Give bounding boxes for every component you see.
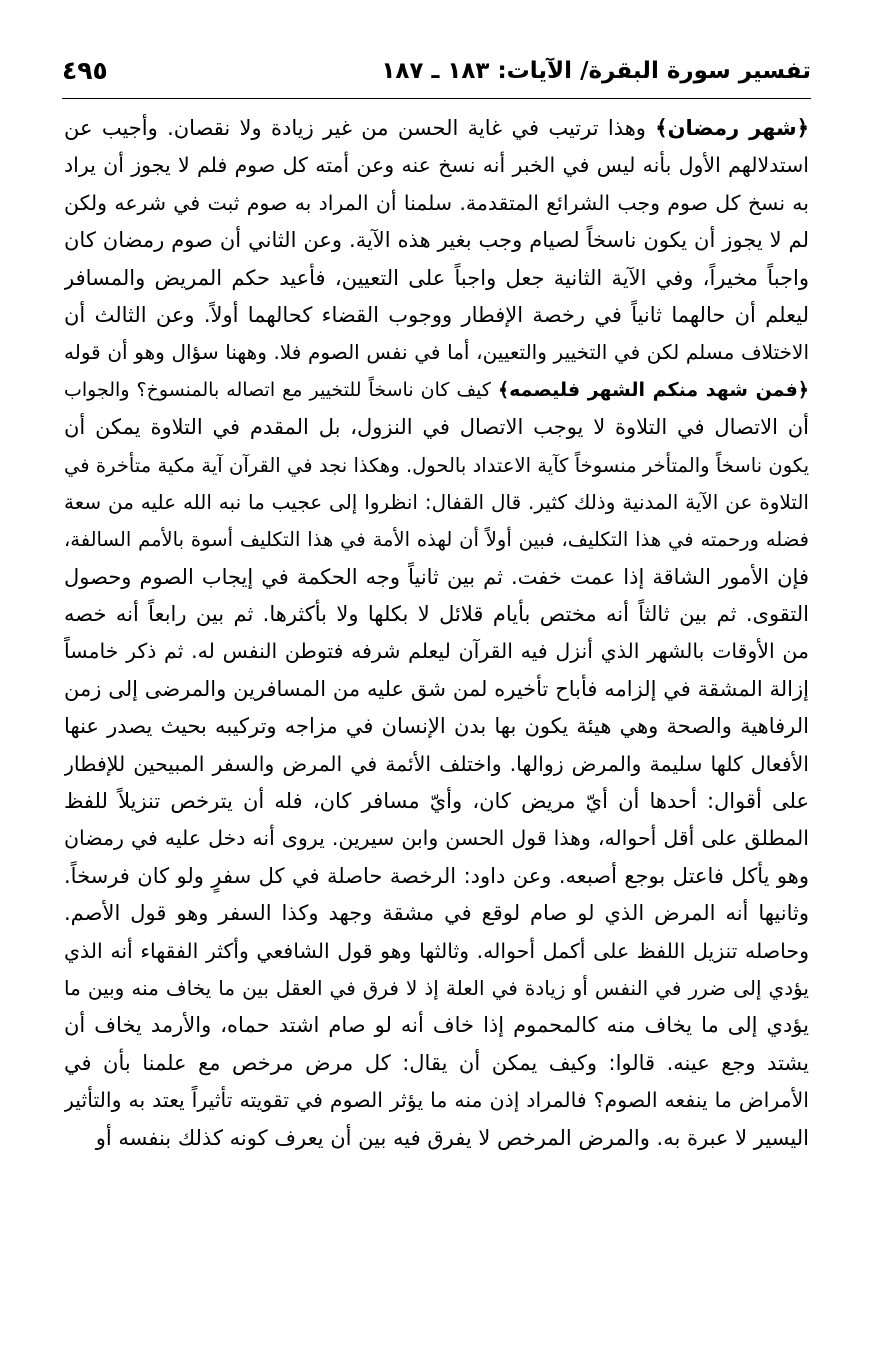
- text-line: [64, 933, 809, 970]
- line-text: التقوى. ثم بين ثالثاً أنه مختص بأيام قلائل لا بكلها ولا بأكثرها. ثم بين رابعاً أنه خصه: [64, 602, 809, 627]
- quran-quote: ﴿فمن شهد منكم الشهر فليصمه﴾: [498, 378, 809, 401]
- text-line: [64, 447, 809, 484]
- text-line: [64, 147, 809, 184]
- line-text: من الأوقات بالشهر الذي أنزل فيه القرآن ليعلم شرفه فتوطن النفس له. ثم ذكر خامساً: [64, 639, 809, 664]
- text-line: [64, 895, 809, 932]
- text-line: [64, 633, 809, 670]
- line-text: اليسير لا عبرة به. والمرض المرخص لا يفرق فيه بين أن يعرف كونه كذلك بنفسه أو: [95, 1125, 809, 1150]
- line-text: الأمراض ما ينفعه الصوم؟ فالمراد إذن منه ما يؤثر الصوم في تقويته تأثيراً يعتد به والتأثير: [64, 1088, 809, 1113]
- text-line: [64, 596, 809, 633]
- line-text: الرفاهية والصحة وهي هيئة يكون بها بدن الإنسان في مزاجه وتركيبه بحيث يصدر عنها: [64, 714, 809, 739]
- text-line: [64, 185, 809, 222]
- line-text: وثانيها أنه المرض الذي لو صام لوقع في مشقة وجهد وكذا السفر وهو قول الأصم.: [64, 901, 809, 926]
- text-line: [64, 820, 809, 857]
- body-text: [64, 110, 809, 1305]
- text-line: [64, 222, 809, 259]
- text-line: [64, 1082, 809, 1119]
- text-line: [64, 1007, 809, 1044]
- text-line: [64, 372, 809, 409]
- line-text: فإن الأمور الشاقة إذا عمت خفت. ثم بين ثانياً وجه الحكمة في إيجاب الصوم وحصول: [64, 564, 809, 589]
- line-text: به نسخ كل صوم وجب الشرائع المتقدمة. سلمنا أن المراد به صوم ثبت في شرعه ولكن: [64, 190, 809, 215]
- running-header: [62, 52, 811, 92]
- line-text: يشتد وجع عينه. قالوا: وكيف يمكن أن يقال: كل مرض مرخص مع علمنا بأن في: [64, 1050, 809, 1075]
- line-text: التلاوة عن الآية المدنية وذلك كثير. قال القفال: انظروا إلى عجيب ما نبه الله عليه من سعة: [64, 489, 809, 514]
- line-text: فضله ورحمته في هذا التكليف، فبين أولاً أن لهذه الأمة في هذا التكليف أسوة بالأمم السالفة،: [64, 528, 809, 552]
- line-text: أن الاتصال في التلاوة لا يوجب الاتصال في النزول، بل المقدم في التلاوة يمكن أن: [64, 415, 809, 440]
- text-line: [64, 297, 809, 334]
- page-number: ٤٩٥: [62, 56, 108, 85]
- line-text: كيف كان ناسخاً للتخيير مع اتصاله بالمنسوخ؟ والجواب: [64, 378, 498, 401]
- line-text: استدلالهم الأول بأنه ليس في الخبر أنه نسخ عنه وعن أمته كل صوم فلم لا يجوز أن يراد: [64, 153, 809, 178]
- text-line: [64, 559, 809, 596]
- line-text: الاختلاف مسلم لكن في التخيير والتعيين، أما في نفس الصوم فلا. وههنا سؤال وهو أن قوله: [64, 340, 809, 365]
- line-text: واجباً مخيراً، وفي الآية الثانية جعل واجباً على التعيين، فأعيد حكم المريض والمسافر: [64, 265, 809, 290]
- text-line: [64, 409, 809, 446]
- line-text: على أقوال: أحدها أن أيّ مريض كان، وأيّ مسافر كان، فله أن يترخص تنزيلاً للفظ: [64, 789, 809, 814]
- line-text: يؤدي إلى ما يخاف منه كالمحموم إذا خاف أنه لو صام اشتد حماه، والأرمد يخاف أن: [64, 1013, 809, 1038]
- text-line: [64, 708, 809, 745]
- line-text: المطلق على أقل أحواله، وهذا قول الحسن وابن سيرين. يروى أنه دخل عليه في رمضان: [64, 826, 809, 851]
- text-line: [64, 334, 809, 371]
- text-line: [64, 1120, 809, 1157]
- line-text: يكون ناسخاً والمتأخر منسوخاً كآية الاعتداد بالحول. وهكذا نجد في القرآن آية مكية متأخرة في: [64, 453, 809, 477]
- line-text: وحاصله تنزيل اللفظ على أكمل أحواله. وثالثها وهو قول الشافعي وأكثر الفقهاء أنه الذي: [64, 938, 809, 963]
- text-line: [64, 746, 809, 783]
- text-line: [64, 783, 809, 820]
- line-text: لم لا يجوز أن يكون ناسخاً لصيام وجب بغير هذه الآية. وعن الثاني أن صوم رمضان كان: [64, 228, 809, 253]
- line-text: الأفعال كلها سليمة والمرض زوالها. واختلف الأئمة في المرض والسفر المبيحين للإفطار: [64, 751, 809, 776]
- line-text: ليعلم أن حالهما ثانياً في رخصة الإفطار ووجوب القضاء كحالهما أولاً. وعن الثالث أن: [64, 302, 809, 327]
- text-line: [64, 1045, 809, 1082]
- text-line: [64, 671, 809, 708]
- text-line: [64, 970, 809, 1007]
- quran-quote: ﴿شهر رمضان﴾: [655, 116, 809, 140]
- text-line: [64, 521, 809, 558]
- text-line: [64, 110, 809, 147]
- text-line: [64, 260, 809, 297]
- line-text: وهو يأكل فاعتل بوجع أصبعه. وعن داود: الرخصة حاصلة في كل سفرٍ ولو كان فرسخاً.: [64, 863, 809, 888]
- line-text: يؤدي إلى ضرر في النفس أو زيادة في العلة إذ لا فرق في العقل بين ما يخاف منه وبين ما: [64, 975, 809, 1000]
- line-text: إزالة المشقة في إلزامه فأباح تأخيره لمن شق عليه من المسافرين والمرضى إلى زمن: [64, 676, 809, 701]
- text-line: [64, 858, 809, 895]
- line-text: وهذا ترتيب في غاية الحسن من غير زيادة ولا نقصان. وأجيب عن: [64, 116, 656, 140]
- header-divider: [62, 98, 811, 99]
- header-title: تفسير سورة البقرة/ الآيات: ١٨٣ ـ ١٨٧: [381, 58, 811, 84]
- text-line: [64, 484, 809, 521]
